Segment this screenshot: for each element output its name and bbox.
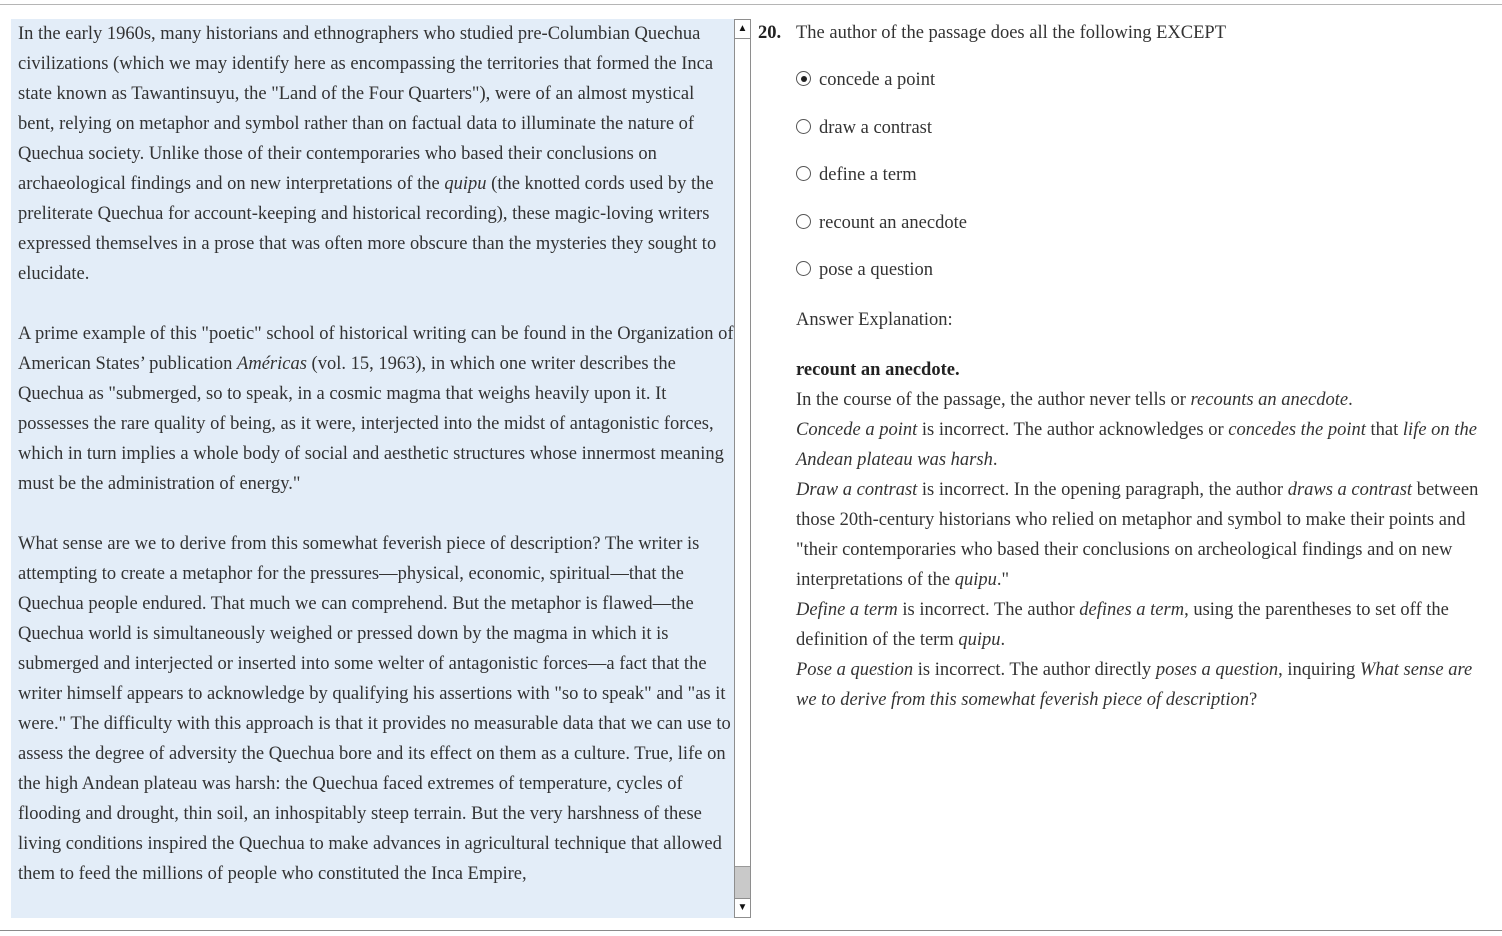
answer-choices: [796, 67, 967, 305]
explanation-line-3: Draw a contrast is incorrect. In the opening paragraph, the author draws a contrast between those 20th-century historians who relied on metaphor and symbol to make their points and "their contemporaries who based their conclusions on archeological findings and on new interpretations of the quipu.": [796, 480, 1479, 590]
choice-pose-a-question[interactable]: [796, 257, 967, 305]
choice-label[interactable]: concede a point: [819, 70, 936, 90]
radio-button[interactable]: [796, 166, 811, 181]
passage-paragraph-3: What sense are we to derive from this somewhat feverish piece of description? The writer is attempting to create a metaphor for the pressures—physical, economic, spiritual—that the Quechua people endured. That much we can comprehend. But the metaphor is flawed—the Quechua world is simultaneously weighed or pressed down by the magma in which it is submerged and interjected or inserted into some welter of antagonistic forces—a fact that the writer himself appears to acknowledge by qualifying his assertions with "so to speak" and "as it were." The difficulty with this approach is that it provides no measurable data that we can use to assess the degree of adversity the Quechua bore and its effect on them as a culture. True, life on the high Andean plateau was harsh: the Quechua faced extremes of temperature, cycles of flooding and drought, thin soil, an inhospitably steep terrain. But the very harshness of these living conditions inspired the Quechua to make advances in agricultural technique that allowed them to feed the millions of people who constituted the Inca Empire,: [18, 534, 731, 884]
italic-text: Define a term: [796, 600, 898, 620]
passage-text: [11, 19, 734, 889]
italic-text: recounts an anecdote: [1190, 390, 1349, 410]
italic-text: quipu: [444, 174, 487, 194]
bottom-divider: [0, 930, 1502, 931]
choice-define-a-term[interactable]: [796, 162, 967, 210]
radio-button[interactable]: [796, 119, 811, 134]
italic-text: defines a term: [1079, 600, 1185, 620]
question-number: 20.: [758, 23, 782, 43]
italic-text: Concede a point: [796, 420, 918, 440]
choice-label[interactable]: define a term: [819, 165, 917, 185]
top-divider: [0, 4, 1502, 5]
passage-paragraph-2: A prime example of this "poetic" school of historical writing can be found in the Organization of American States’ publication Américas (vol. 15, 1963), in which one writer describes the Quechua as "submerged, so to speak, in a cosmic magma that weighs heavily upon it. It possesses the rare quality of being, as it were, interjected into the midst of antagonistic forces, which in turn implies a whole body of social and aesthetic structures whose innermost meaning must be the administration of energy.": [18, 324, 734, 494]
italic-text: quipu: [958, 630, 1001, 650]
radio-button[interactable]: [796, 261, 811, 276]
explanation-line-5: Pose a question is incorrect. The author directly poses a question, inquiring What sense are we to derive from this somewhat feverish piece of description?: [796, 660, 1473, 710]
passage-paragraph-1: In the early 1960s, many historians and ethnographers who studied pre-Columbian Quechua civilizations (which we may identify here as encompassing the territories that formed the Inca state known as Tawantinsuyu, the "Land of the Four Quarters"), were of an almost mystical bent, relying on metaphor and symbol rather than on factual data to illuminate the nature of Quechua society. Unlike those of their contemporaries who based their conclusions on archaeological findings and on new interpretations of the quipu (the knotted cords used by the preliterate Quechua for account-keeping and historical recording), these magic-loving writers expressed themselves in a prose that was often more obscure than the mysteries they sought to elucidate.: [18, 24, 717, 284]
italic-text: draws a contrast: [1287, 480, 1413, 500]
italic-text: life on the Andean plateau was harsh: [796, 420, 1477, 470]
scroll-thumb[interactable]: [735, 866, 750, 899]
italic-text: quipu: [954, 570, 997, 590]
italic-text: poses a question: [1155, 660, 1279, 680]
radio-button[interactable]: [796, 71, 811, 86]
explanation-line-2: Concede a point is incorrect. The author acknowledges or concedes the point that life on the Andean plateau was harsh.: [796, 420, 1477, 470]
passage-pane[interactable]: [11, 19, 734, 918]
correct-answer: recount an anecdote.: [796, 360, 960, 380]
choice-label[interactable]: recount an anecdote: [819, 212, 967, 233]
italic-text: Draw a contrast: [796, 480, 918, 500]
question-stem: The author of the passage does all the following EXCEPT: [796, 23, 1227, 43]
scroll-up-arrow-icon[interactable]: ▲: [735, 20, 750, 39]
choice-draw-a-contrast[interactable]: [796, 115, 967, 163]
answer-explanation-label: Answer Explanation:: [796, 310, 953, 330]
choice-label[interactable]: pose a question: [819, 260, 934, 280]
explanation-line-4: Define a term is incorrect. The author defines a term, using the parentheses to set off the definition of the term quipu.: [796, 600, 1449, 650]
italic-text: Américas: [237, 354, 307, 374]
italic-text: What sense are we to derive from this somewhat feverish piece of description: [796, 660, 1473, 710]
scroll-down-arrow-icon[interactable]: ▼: [735, 898, 750, 917]
explanation-line-1: In the course of the passage, the author never tells or recounts an anecdote.: [796, 390, 1353, 410]
radio-button[interactable]: [796, 214, 811, 229]
passage-scrollbar[interactable]: [734, 19, 751, 918]
italic-text: concedes the point: [1228, 420, 1366, 440]
italic-text: Pose a question: [796, 660, 914, 680]
choice-label[interactable]: draw a contrast: [819, 117, 933, 138]
choice-concede-a-point[interactable]: [796, 67, 967, 115]
answer-explanation: [796, 355, 1486, 715]
choice-recount-an-anecdote[interactable]: [796, 210, 967, 258]
